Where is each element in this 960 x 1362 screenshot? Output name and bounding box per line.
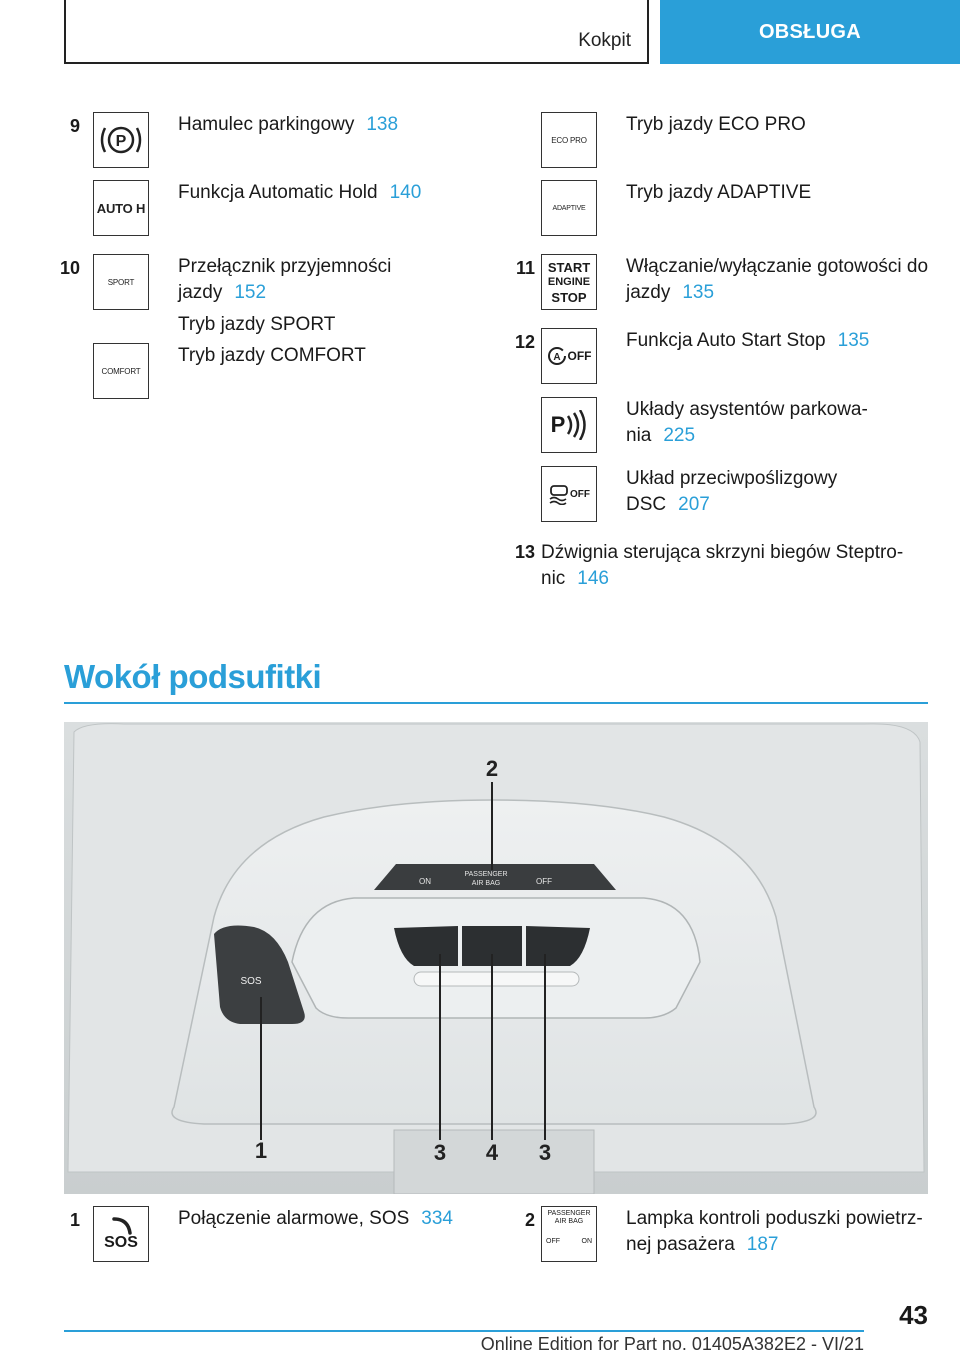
page-ref-link[interactable]: 140 [389,182,422,203]
auto-start-stop-icon: A OFF [541,328,597,384]
entry-text: Funkcja Automatic Hold 140 [178,182,422,203]
page-ref-link[interactable]: 207 [678,494,710,515]
entry-number: 2 [524,1210,535,1230]
header-section-title: Kokpit [578,30,631,51]
entry-text: Hamulec parkingowy 138 [178,114,399,135]
page-number: 43 [899,1300,928,1330]
entry-number: 9 [69,116,80,136]
page-ref-link[interactable]: 146 [577,568,609,589]
header-chapter-tab[interactable]: OBSŁUGA [660,0,960,64]
header-box [64,0,649,64]
entry-text: Przełącznik przyjemności jazdy 152 Tryb jazdy SPORT [178,256,392,335]
svg-text:A: A [552,352,561,363]
page-ref-link[interactable]: 135 [682,282,715,303]
entry-text: Tryb jazdy ADAPTIVE [626,182,812,203]
page-ref-link[interactable]: 187 [746,1234,779,1255]
entry-number: 11 [515,258,535,278]
entry-text: Układy asystentów parkowa- nia 225 [626,399,868,446]
callout-2: 2 [485,756,499,781]
overhead-console-illustration [64,722,928,1194]
callout-3-right: 3 [538,1140,552,1165]
comfort-mode-icon: COMFORT [93,343,149,399]
adaptive-mode-icon: ADAPTIVE [541,180,597,236]
entry-number: 10 [59,258,80,278]
sport-mode-icon: SPORT [93,254,149,310]
entry-text: Włączanie/wyłączanie gotowości do jazdy 135 [626,256,929,303]
page-ref-link[interactable]: 135 [837,330,870,351]
footer-edition: Online Edition for Part no. 01405A382E2 - VI/21 [480,1334,864,1354]
section-divider [64,702,928,704]
dsc-off-icon: OFF [541,466,597,522]
sos-call-icon: SOS [93,1206,149,1262]
callout-3-left: 3 [433,1140,447,1165]
entry-text: Tryb jazdy ECO PRO [626,114,806,135]
entry-number: 1 [69,1210,80,1230]
passenger-airbag-icon: PASSENGER AIR BAG OFF ON [541,1206,597,1262]
page-ref-link[interactable]: 152 [234,282,267,303]
auto-hold-icon: AUTO H [93,180,149,236]
entry-text: Układ przeciwpoślizgowy DSC 207 [626,468,838,515]
entry-number: 13 [514,542,535,562]
park-assist-icon: P [541,397,597,453]
panel-on-label: ON [419,877,431,886]
entry-text: Połączenie alarmowe, SOS 334 [178,1208,453,1229]
page-ref-link[interactable]: 138 [366,114,399,135]
panel-airbag-label: AIR BAG [471,880,501,887]
panel-passenger-label: PASSENGER [464,871,508,878]
footer-divider [64,1330,864,1332]
section-title: Wokół podsufitki [64,658,322,695]
entry-text: Dźwignia sterująca skrzyni biegów Steptro- nic 146 [541,542,904,589]
callout-4: 4 [485,1140,499,1165]
entry-text: Tryb jazdy COMFORT [178,345,366,366]
panel-off-label: OFF [536,877,552,886]
start-stop-engine-icon: START ENGINE STOP [541,254,597,310]
sos-label: SOS [240,976,262,987]
parking-brake-icon [93,112,149,168]
entry-number: 12 [514,332,535,352]
entry-text: Funkcja Auto Start Stop 135 [626,330,870,351]
entry-text: Lampka kontroli poduszki powietrz- nej pasażera 187 [626,1208,923,1255]
svg-text:P: P [115,133,127,150]
eco-pro-icon: ECO PRO [541,112,597,168]
page-ref-link[interactable]: 334 [421,1208,453,1229]
callout-1: 1 [254,1138,268,1163]
page-ref-link[interactable]: 225 [663,425,696,446]
